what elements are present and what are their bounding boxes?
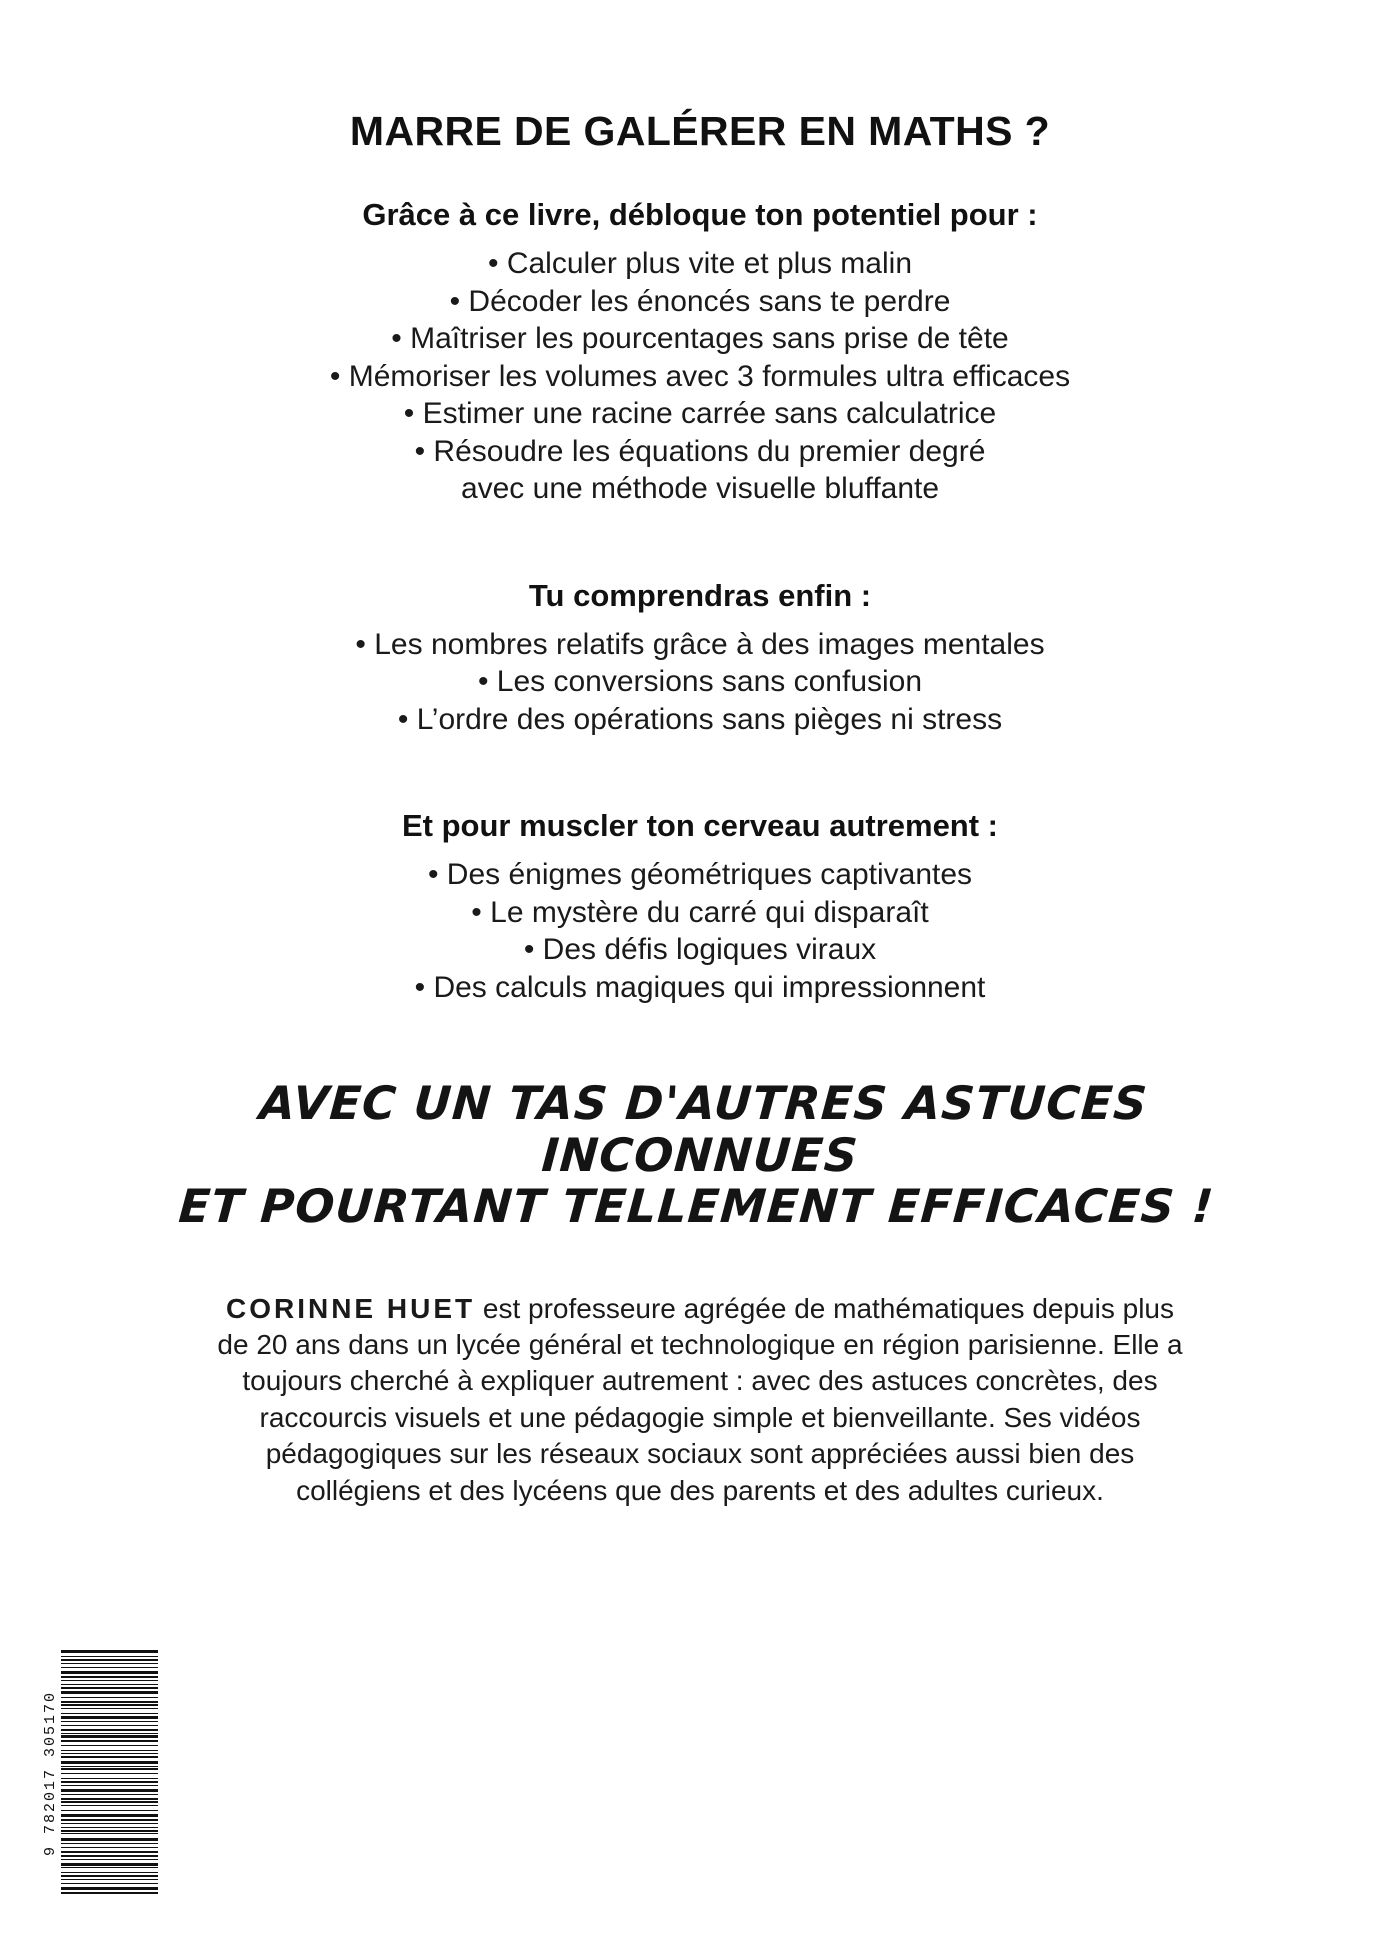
promo-slogan-line-1: AVEC UN TAS D'AUTRES ASTUCES INCONNUES — [257, 1076, 1150, 1182]
author-bio-text: est professeure agrégée de mathématiques depuis plus de 20 ans dans un lycée général et technologique en région parisienne. Elle a toujours cherché à expliquer autrement : avec des astuces concrètes, des raccourcis visuels et une pédagogie simple et bienveillante. Ses vidéos pédagogiques sur les réseaux sociaux sont appréciées aussi bien des collégiens et des lycéens que des parents et des adultes curieux. — [217, 1292, 1183, 1506]
barcode — [40, 1648, 158, 1898]
barcode-icon — [61, 1648, 158, 1898]
benefits-section — [170, 197, 1230, 508]
understanding-section — [170, 578, 1230, 739]
author-name: CORINNE HUET — [225, 1292, 476, 1324]
understanding-title: Tu comprendras enfin : — [528, 577, 872, 613]
understanding-list — [170, 626, 1230, 739]
brain-training-title: Et pour muscler ton cerveau autrement : — [401, 808, 999, 843]
list-item: • Le mystère du carré qui disparaît — [471, 895, 929, 929]
list-item: • Calculer plus vite et plus malin — [487, 247, 912, 280]
list-item: • L’ordre des opérations sans pièges ni stress — [397, 702, 1003, 736]
page-title: MARRE DE GALÉRER EN MATHS ? — [349, 108, 1051, 154]
list-item: • Des défis logiques viraux — [523, 933, 877, 966]
list-item: • Résoudre les équations du premier degré — [414, 434, 986, 468]
barcode-digits: 9 782017 305170 — [42, 1690, 59, 1856]
cover-content — [170, 0, 1230, 1509]
promo-slogan — [165, 1078, 1236, 1233]
list-item: • Des énigmes géométriques captivantes — [427, 858, 973, 891]
list-item: • Des calculs magiques qui impressionnent — [414, 970, 986, 1004]
brain-training-list — [170, 856, 1230, 1006]
promo-slogan-line-2: ET POURTANT TELLEMENT EFFICACES ! — [176, 1179, 1216, 1234]
list-item-continuation: avec une méthode visuelle bluffante — [460, 472, 940, 505]
author-bio — [170, 1291, 1230, 1509]
list-item: • Estimer une racine carrée sans calculatrice — [403, 397, 997, 430]
list-item: • Décoder les énoncés sans te perdre — [449, 284, 951, 318]
list-item: • Mémoriser les volumes avec 3 formules ultra efficaces — [329, 359, 1071, 393]
benefits-title: Grâce à ce livre, débloque ton potentiel pour : — [362, 197, 1038, 232]
list-item: • Les conversions sans confusion — [477, 665, 923, 698]
benefits-list — [170, 245, 1230, 508]
list-item: • Les nombres relatifs grâce à des images mentales — [355, 627, 1045, 661]
list-item: • Maîtriser les pourcentages sans prise de tête — [391, 322, 1009, 355]
brain-training-section — [170, 808, 1230, 1006]
